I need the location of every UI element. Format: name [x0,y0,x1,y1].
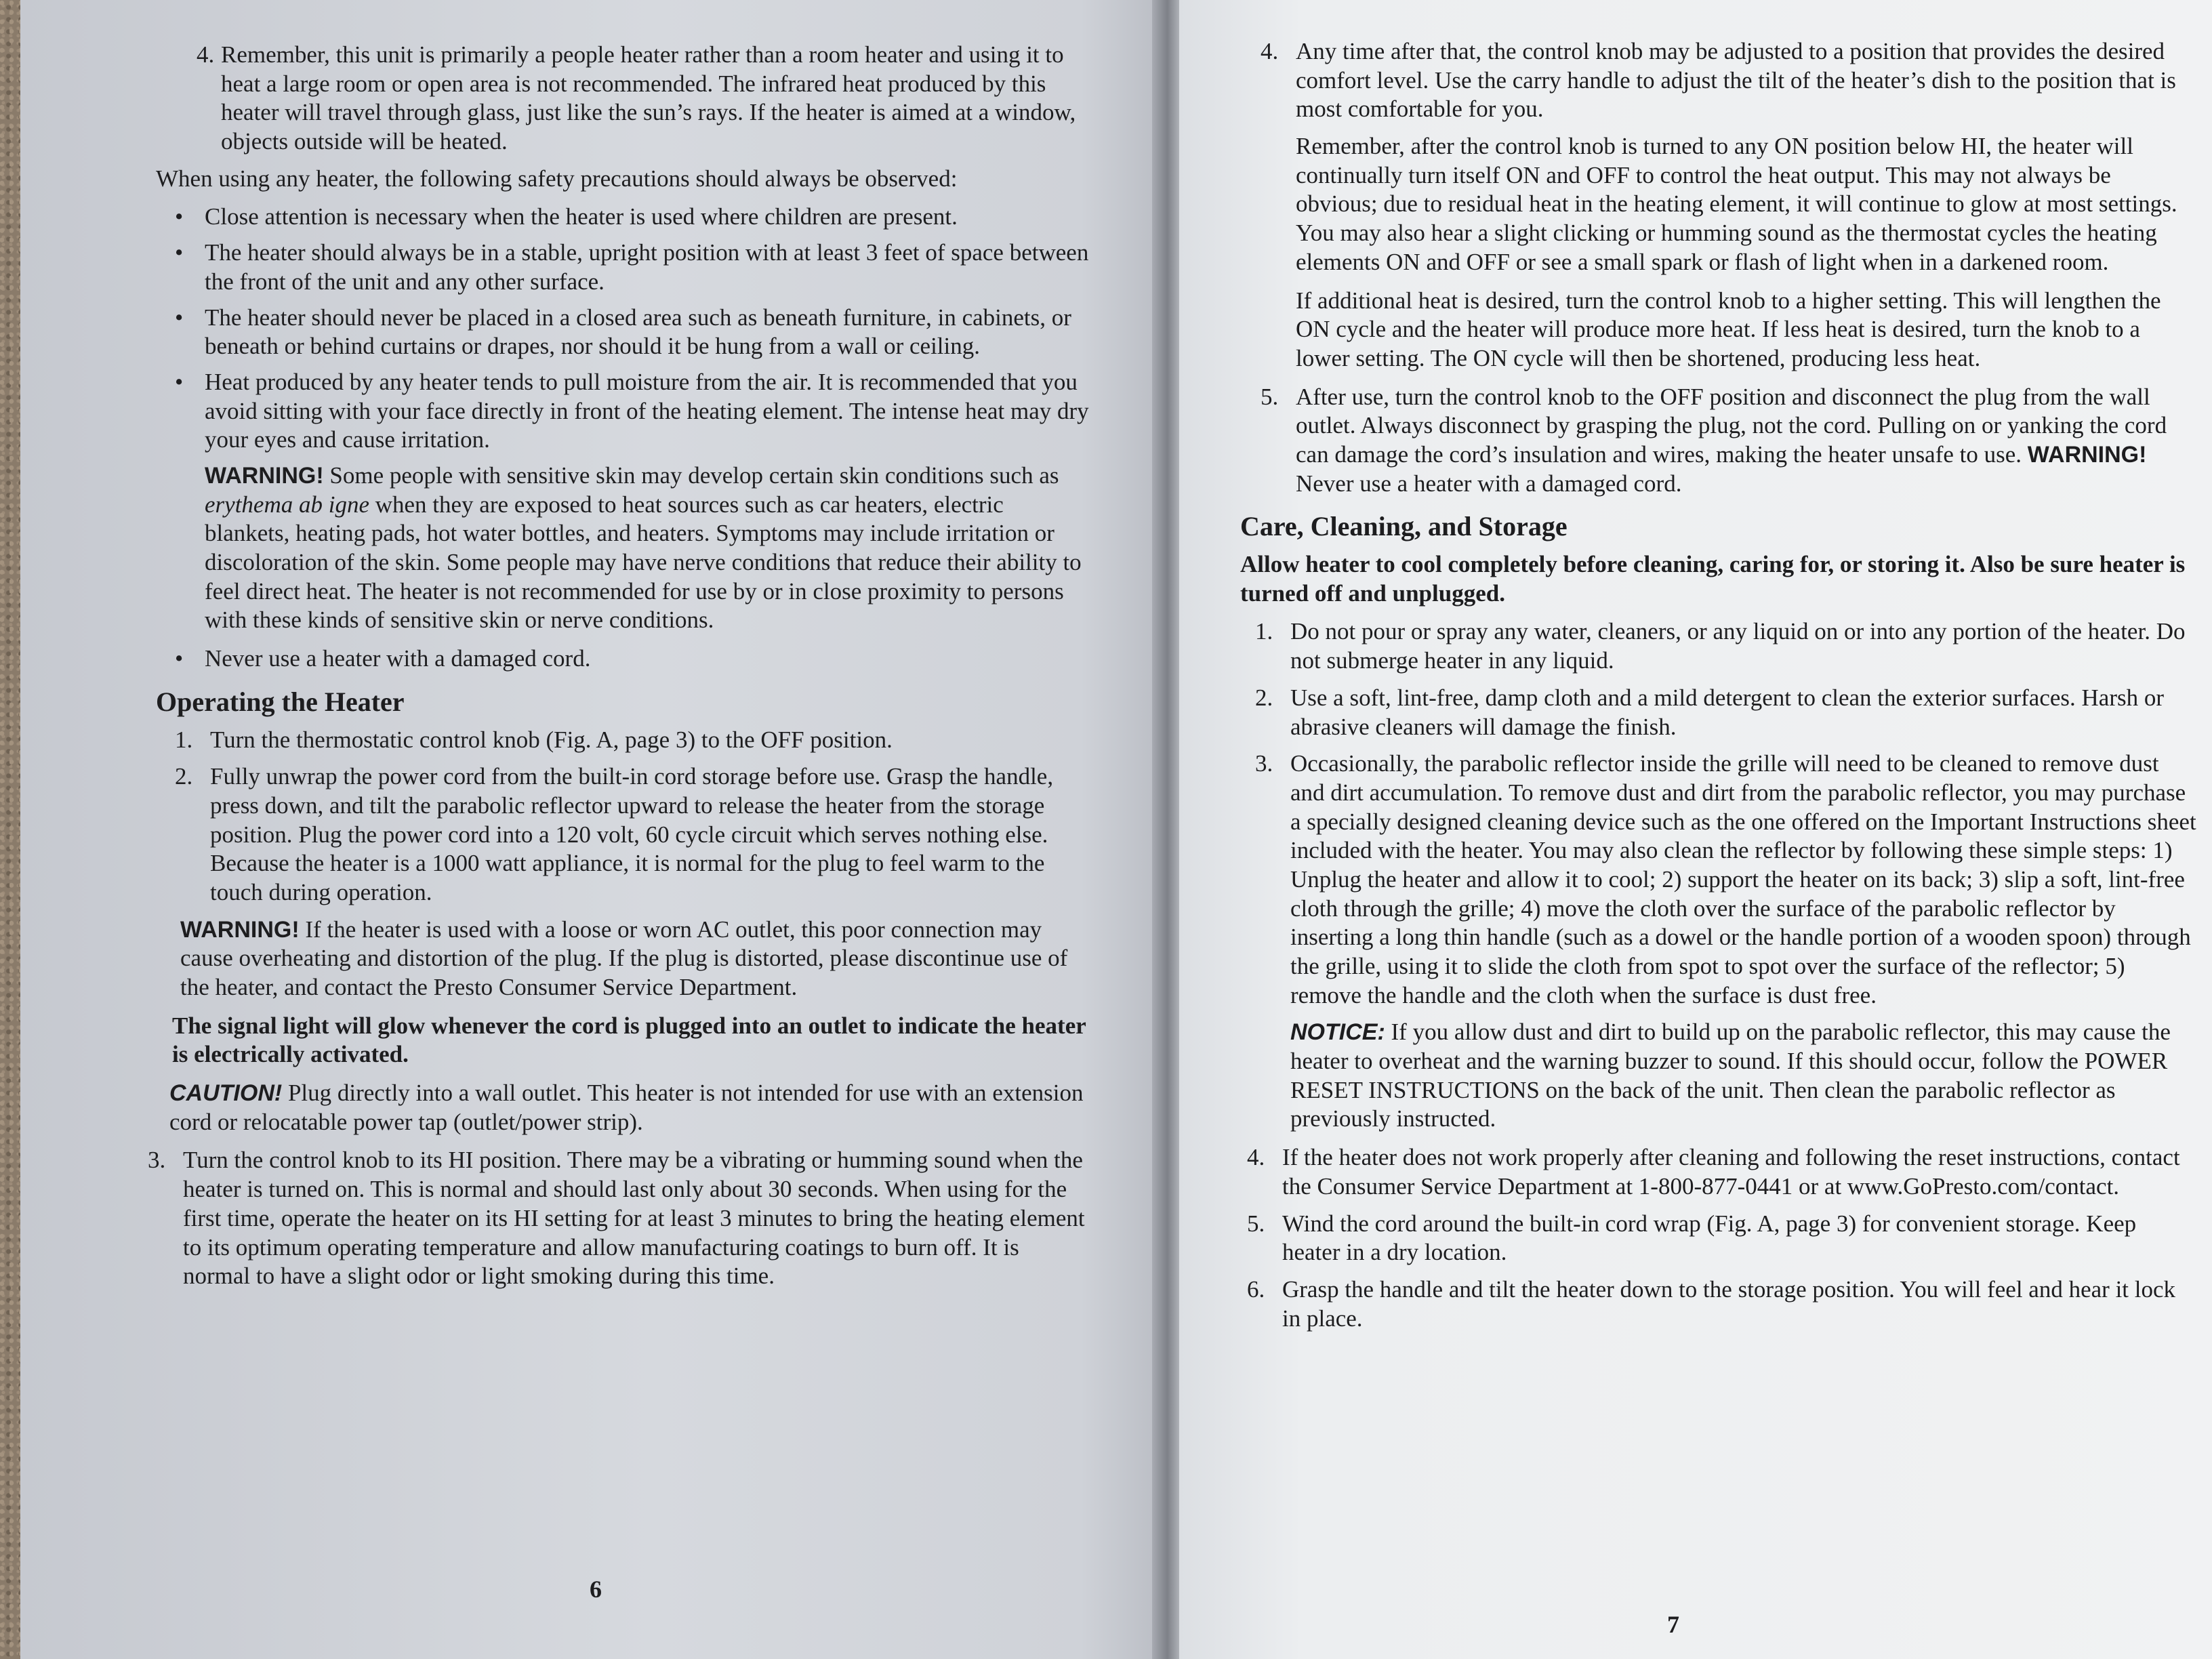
warning-term: erythema ab igne [205,491,369,518]
warning-label: WARNING! [2027,441,2147,468]
notice-label: NOTICE: [1290,1019,1385,1046]
item-text: Any time after that, the control knob may be adjusted to a position that provides the desired comfort level. Use the carry handle to adjust the tilt of the heater’s dish to the position that is most comfortable for you. [1296,38,2176,123]
caution-paragraph [156,1079,1091,1136]
list-item [1247,1210,2198,1267]
list-item [175,203,1091,232]
bullet-text: Never use a heater with a damaged cord. [205,645,591,672]
warning-paragraph [156,462,1091,635]
notice-text: If you allow dust and dirt to build up on the parabolic reflector, this may cause the heater to overheat and the warning buzzer to sound. If this should occur, follow the POWER RESET INSTRUCTIONS on the back of the unit. Then clean the parabolic reflector as previously instructed. [1290,1019,2171,1132]
caution-label: CAUTION! [169,1080,283,1107]
notice-paragraph [1240,1018,2198,1134]
list-item [175,304,1091,361]
item-text: Do not pour or spray any water, cleaners, or any liquid on or into any portion of the heater. Do not submerge heater in any liquid. [1290,618,2186,674]
list-item [175,368,1091,455]
list-item [1247,1275,2198,1333]
bullet-icon: • [175,239,184,266]
safety-intro: When using any heater, the following safety precautions should always be observed: [156,165,958,192]
right-page [1179,0,2212,1659]
list-item [1255,684,2198,741]
item-text: Turn the thermostatic control knob (Fig. A, page 3) to the OFF position. [210,726,893,753]
item-text: Turn the control knob to its HI position. There may be a vibrating or humming sound when the heater is turned on. This is normal and should last only about 30 seconds. When using for the first time, operate the heater on its HI setting for at least 3 minutes to bring the heating element to its optimum operating temperature and allow manufacturing coatings to burn off. It is normal to have a slight odor or light smoking during this time. [183,1147,1085,1290]
bullet-icon: • [175,203,184,230]
caution-text: Plug directly into a wall outlet. This heater is not intended for use with an extension cord or relocatable power tap (outlet/power strip). [169,1080,1084,1135]
item-number: 2. [175,763,193,790]
op5-text: After use, turn the control knob to the OFF position and disconnect the plug from the wall outlet. Always disconnect by grasping the plug, not the cord. Pulling on or yanking the cord can damage the cord’s insulation and wires, making the heater unsafe to use. [1296,383,2167,468]
warning-text-post: when they are exposed to heat sources such as car heaters, electric blankets, heating pads, hot water bottles, and heaters. Symptoms may include irritation or discoloration of the skin. Some people may have nerve conditions that reduce their ability to feel direct heat. The heater is not recommended for use by or in close proximity to persons with these kinds of sensitive skin or nerve conditions. [205,491,1082,634]
item-number: 4. [197,41,215,68]
bullet-text: Heat produced by any heater tends to pull moisture from the air. It is recommended that you avoid sitting with your face directly in front of the heating element. The intense heat may dry your eyes and cause irritation. [205,368,1089,453]
list-item [1261,37,2198,124]
section-heading: Operating the Heater [156,686,405,717]
list-item [148,1146,1091,1290]
list-item [175,644,1091,674]
list-item [175,762,1091,907]
item-text [1296,384,2167,497]
remember-paragraph: Remember, after the control knob is turned to any ON position below HI, the heater will continually turn itself ON and OFF to control the heat output. This may not always be obvious; due to residual heat in the heating element, it will continue to glow at most settings. You may also hear a slight clicking or humming sound as the thermostat cycles the heating elements ON and OFF or see a small spark or flash of light when in a darkened room. [1296,133,2177,275]
bullet-icon: • [175,645,184,672]
item-number: 2. [1255,684,1273,711]
list-item [1247,1143,2198,1201]
bullet-icon: • [175,368,184,395]
item-text: If the heater does not work properly after cleaning and following the reset instructions, contact the Consumer Service Department at 1-800-877-0441 or at www.GoPresto.com/contact. [1282,1144,2180,1200]
item-number: 4. [1261,38,1279,64]
signal-note: The signal light will glow whenever the cord is plugged into an outlet to indicate the heater is electrically activated. [172,1012,1086,1068]
item-number: 5. [1247,1210,1265,1237]
care-intro: Allow heater to cool completely before cleaning, caring for, or storing it. Also be sure heater is turned off and unplugged. [1240,551,2186,607]
list-item [1261,383,2198,499]
list-item [1255,750,2198,1010]
item-number: 6. [1247,1275,1265,1303]
item-text: Wind the cord around the built-in cord wrap (Fig. A, page 3) for convenient storage. Keep heater in a dry location. [1282,1210,2137,1266]
warning-label: WARNING! [180,916,300,943]
warning-text: If the heater is used with a loose or worn AC outlet, this poor connection may cause overheating and distortion of the plug. If the plug is distorted, please discontinue use of the heater, and contact the Presto Consumer Service Department. [180,916,1068,1001]
bullet-text: The heater should never be placed in a closed area such as beneath furniture, in cabinets, or beneath or behind curtains or drapes, nor should it be hung from a wall or ceiling. [205,304,1071,360]
item-number: 1. [1255,618,1273,645]
item-text: Grasp the handle and tilt the heater down to the storage position. You will feel and hear it lock in place. [1282,1275,2176,1332]
additional-heat-paragraph: If additional heat is desired, turn the control knob to a higher setting. This will lengthen the ON cycle and the heater will produce more heat. If less heat is desired, turn the knob to a lower setting. The ON cycle will then be shortened, producing less heat. [1296,287,2161,371]
item-number: 4. [1247,1144,1265,1171]
item-number: 1. [175,726,193,753]
item-text: Fully unwrap the power cord from the built-in cord storage before use. Grasp the handle, press down, and tilt the parabolic reflector upward to release the heater from the storage position. Plug the power cord into a 120 volt, 60 cycle circuit which serves nothing else. Because the heater is a 1000 watt appliance, it is normal for the plug to feel warm to the touch during operation. [210,763,1054,905]
item-text: Occasionally, the parabolic reflector inside the grille will need to be cleaned to remove dust and dirt accumulation. To remove dust and dirt from the parabolic reflector, you may purchase a specially designed cleaning device such as the one offered on the Important Instructions sheet included with the heater. You may also clean the reflector by following these simple steps: 1) Unplug the heater and allow it to cool; 2) support the heater on its back; 3) slip a soft, lint-free cloth through the grille; 4) move the cloth over the surface of the parabolic reflector by inserting a long thin handle (such as a dowel or the handle portion of a wooden spoon) through the grille, using it to slide the cloth from spot to spot over the surface of the reflector; 5) remove the handle and the cloth when the surface is dust free. [1290,750,2196,1008]
item-number: 3. [148,1147,166,1174]
bullet-text: The heater should always be in a stable, upright position with at least 3 feet of space between the front of the unit and any other surface. [205,239,1089,295]
section-heading: Care, Cleaning, and Storage [1240,511,1568,542]
item-text: Use a soft, lint-free, damp cloth and a mild detergent to clean the exterior surfaces. Harsh or abrasive cleaners will damage the finish. [1290,684,2165,740]
list-item [156,41,1091,157]
warning-paragraph [156,916,1091,1002]
list-item [175,726,1091,755]
page-number: 7 [1667,1611,1679,1639]
page-number: 6 [590,1576,602,1603]
item-number: 5. [1261,383,1279,410]
bullet-icon: • [175,304,184,331]
warning-label: WARNING! [205,462,324,489]
left-page [20,0,1172,1659]
warning-text-pre: Some people with sensitive skin may develop certain skin conditions such as [323,462,1059,489]
list-item [175,239,1091,296]
item-text: Remember, this unit is primarily a people heater rather than a room heater and using it to heat a large room or open area is not recommended. The infrared heat produced by this heater will travel through glass, just like the sun’s rays. If the heater is aimed at a window, objects outside will be heated. [221,41,1076,155]
list-item [1255,617,2198,675]
bullet-text: Close attention is necessary when the heater is used where children are present. [205,203,958,230]
warning-text: Never use a heater with a damaged cord. [1296,470,1682,497]
item-number: 3. [1255,750,1273,777]
